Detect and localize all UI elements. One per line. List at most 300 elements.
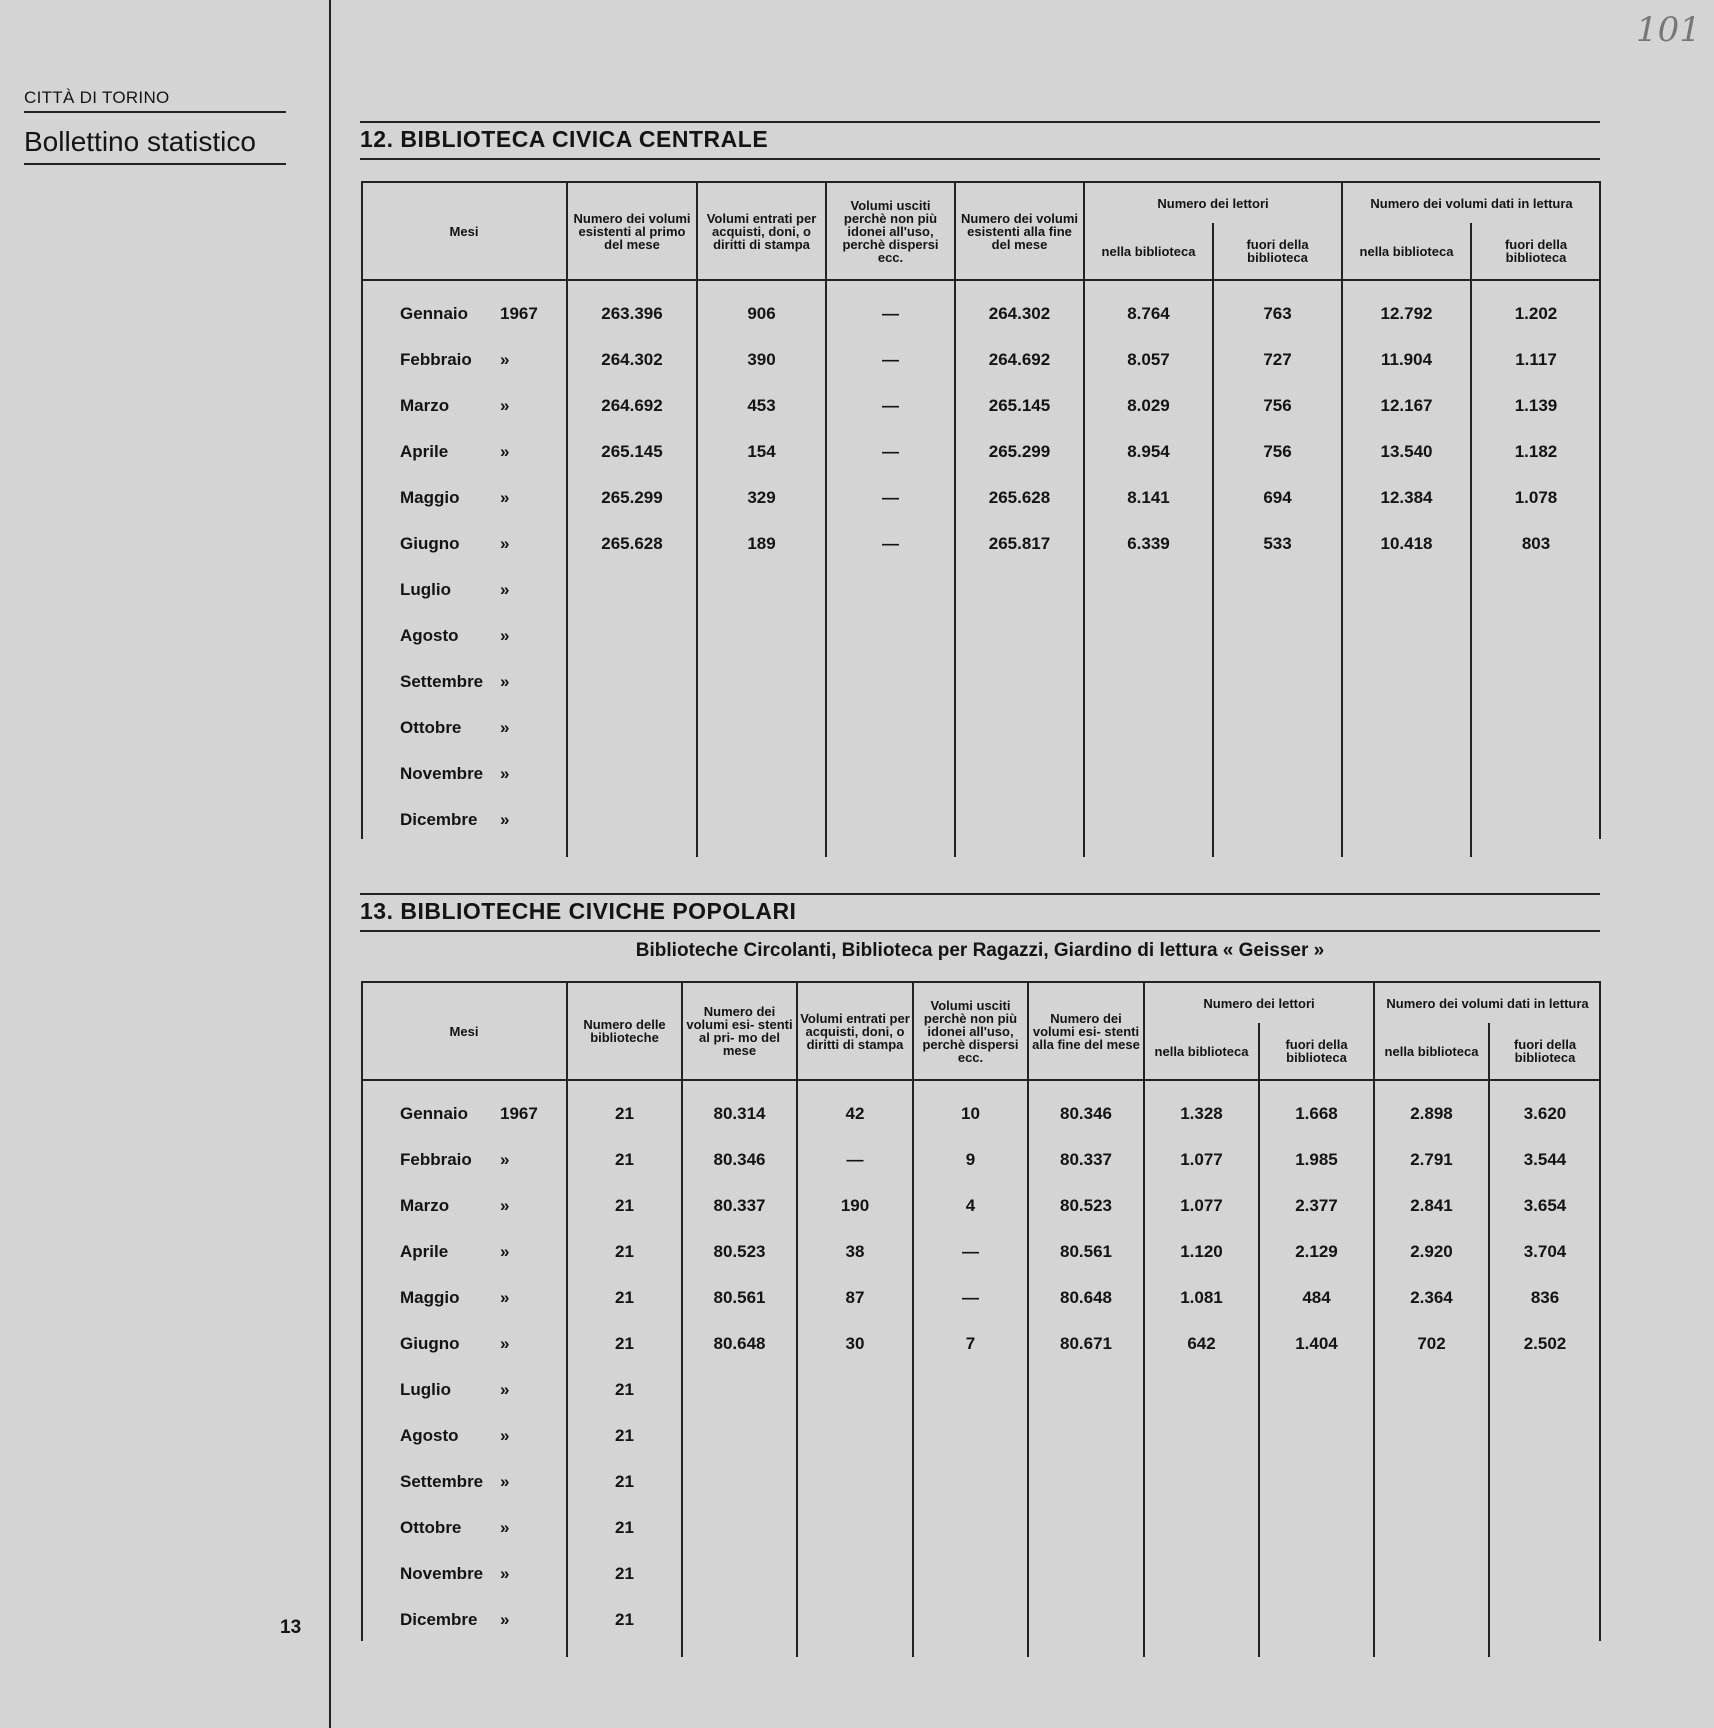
cell-entered: 190: [797, 1183, 913, 1229]
cell-readers-in: [1084, 797, 1213, 843]
month-label: Settembre: [400, 1472, 484, 1491]
month-cell: [362, 1597, 567, 1643]
cell-books-in: [1342, 797, 1471, 843]
cell-books-out: [1471, 613, 1600, 659]
cell-libraries: 21: [567, 1597, 682, 1643]
cell-start: 80.561: [682, 1275, 797, 1321]
cell-readers-in: [1084, 751, 1213, 797]
cell-entered: [697, 613, 826, 659]
month-label: Marzo: [400, 1196, 450, 1215]
cell-start: 264.302: [567, 337, 697, 383]
month-label: Febbraio: [400, 1150, 472, 1169]
month-label: Giugno: [400, 1334, 460, 1353]
section-12-title: 12. BIBLIOTECA CIVICA CENTRALE: [360, 126, 769, 152]
cell-removed: —: [826, 383, 955, 429]
cell-entered: [697, 751, 826, 797]
cell-libraries: 21: [567, 1091, 682, 1137]
cell-start: [567, 705, 697, 751]
cell-removed: [913, 1551, 1028, 1597]
cell-entered: 30: [797, 1321, 913, 1367]
cell-start: [682, 1367, 797, 1413]
cell-books-out: [1489, 1597, 1600, 1643]
cell-start: 80.337: [682, 1183, 797, 1229]
cell-entered: 38: [797, 1229, 913, 1275]
month-cell: [362, 337, 567, 383]
cell-end: [1028, 1367, 1144, 1413]
cell-books-in: 12.792: [1342, 291, 1471, 337]
month-cell: [362, 705, 567, 751]
cell-libraries: 21: [567, 1367, 682, 1413]
year-label: 1967: [500, 304, 538, 323]
divider: [360, 121, 1600, 123]
table-row: [362, 1597, 1600, 1643]
cell-removed: [826, 613, 955, 659]
cell-end: [955, 751, 1084, 797]
cell-books-in: [1342, 613, 1471, 659]
divider: [360, 930, 1600, 932]
cell-entered: [697, 705, 826, 751]
cell-entered: [797, 1459, 913, 1505]
header-existing-start: Numero dei volumi esi- stenti al pri- mo del mese: [682, 983, 797, 1080]
month-label: Novembre: [400, 764, 484, 783]
cell-readers-in: [1144, 1597, 1259, 1643]
cell-readers-in: 1.081: [1144, 1275, 1259, 1321]
month-cell: [362, 475, 567, 521]
month-cell: [362, 1091, 567, 1137]
cell-end: [1028, 1459, 1144, 1505]
table-row: [362, 659, 1600, 705]
cell-books-in: 13.540: [1342, 429, 1471, 475]
header-readers-out: fuori della biblioteca: [1213, 223, 1342, 280]
cell-readers-out: 756: [1213, 429, 1342, 475]
cell-readers-in: [1144, 1413, 1259, 1459]
month-cell: [362, 567, 567, 613]
cell-end: [1028, 1551, 1144, 1597]
cell-books-out: [1471, 797, 1600, 843]
cell-start: 80.648: [682, 1321, 797, 1367]
cell-libraries: 21: [567, 1551, 682, 1597]
cell-books-in: 10.418: [1342, 521, 1471, 567]
cell-books-out: 3.544: [1489, 1137, 1600, 1183]
cell-start: 265.299: [567, 475, 697, 521]
cell-removed: 9: [913, 1137, 1028, 1183]
city-name: CITTÀ DI TORINO: [24, 88, 170, 107]
cell-books-in: [1374, 1551, 1489, 1597]
cell-readers-in: [1084, 705, 1213, 751]
cell-readers-in: 8.954: [1084, 429, 1213, 475]
cell-entered: 154: [697, 429, 826, 475]
header-books-out: fuori della biblioteca: [1489, 1023, 1600, 1080]
cell-books-out: [1471, 705, 1600, 751]
year-label: »: [500, 1472, 510, 1491]
cell-books-out: 836: [1489, 1275, 1600, 1321]
month-label: Agosto: [400, 1426, 459, 1445]
year-label: »: [500, 488, 510, 507]
cell-books-out: 1.139: [1471, 383, 1600, 429]
table-row: [362, 291, 1600, 337]
cell-end: [955, 659, 1084, 705]
cell-readers-out: [1259, 1597, 1374, 1643]
cell-books-in: [1374, 1413, 1489, 1459]
header-removed: Volumi usciti perchè non più idonei all'uso, perchè dispersi ecc.: [826, 183, 955, 280]
cell-books-in: 2.841: [1374, 1183, 1489, 1229]
cell-readers-out: 727: [1213, 337, 1342, 383]
cell-end: [955, 613, 1084, 659]
month-cell: [362, 1137, 567, 1183]
month-label: Aprile: [400, 442, 449, 461]
cell-removed: —: [826, 475, 955, 521]
cell-end: [1028, 1505, 1144, 1551]
cell-readers-in: 6.339: [1084, 521, 1213, 567]
cell-end: 265.817: [955, 521, 1084, 567]
cell-end: 80.648: [1028, 1275, 1144, 1321]
cell-start: 80.523: [682, 1229, 797, 1275]
table-row: [362, 1321, 1600, 1367]
year-label: »: [500, 1196, 510, 1215]
table-row: [362, 1229, 1600, 1275]
cell-removed: —: [826, 337, 955, 383]
cell-start: [567, 751, 697, 797]
cell-libraries: 21: [567, 1321, 682, 1367]
month-cell: [362, 1367, 567, 1413]
header-existing-end: Numero dei volumi esistenti alla fine del mese: [955, 183, 1084, 280]
header-books-group: Numero dei volumi dati in lettura: [1374, 983, 1600, 1023]
header-libraries: Numero delle biblioteche: [567, 983, 682, 1080]
cell-libraries: 21: [567, 1183, 682, 1229]
cell-readers-out: 756: [1213, 383, 1342, 429]
cell-entered: [797, 1597, 913, 1643]
cell-readers-out: [1213, 659, 1342, 705]
cell-start: 264.692: [567, 383, 697, 429]
header-books-in: nella biblioteca: [1342, 223, 1471, 280]
cell-books-in: [1342, 659, 1471, 705]
cell-entered: [797, 1413, 913, 1459]
table-row: [362, 1091, 1600, 1137]
cell-start: 265.628: [567, 521, 697, 567]
cell-end: 80.337: [1028, 1137, 1144, 1183]
cell-start: [682, 1413, 797, 1459]
cell-readers-in: [1144, 1505, 1259, 1551]
cell-readers-in: 1.328: [1144, 1091, 1259, 1137]
cell-books-out: 1.117: [1471, 337, 1600, 383]
cell-entered: [797, 1367, 913, 1413]
cell-start: [567, 659, 697, 705]
cell-readers-out: [1213, 567, 1342, 613]
cell-books-out: 803: [1471, 521, 1600, 567]
table-row: [362, 337, 1600, 383]
cell-end: 265.299: [955, 429, 1084, 475]
table-row: [362, 475, 1600, 521]
cell-start: [682, 1459, 797, 1505]
cell-books-in: [1374, 1505, 1489, 1551]
section-13-subtitle: Biblioteche Circolanti, Biblioteca per Ragazzi, Giardino di lettura « Geisser »: [635, 940, 1325, 961]
cell-end: [955, 797, 1084, 843]
cell-readers-out: [1213, 613, 1342, 659]
month-label: Febbraio: [400, 350, 472, 369]
cell-books-out: 3.620: [1489, 1091, 1600, 1137]
cell-removed: —: [826, 429, 955, 475]
header-books-in: nella biblioteca: [1374, 1023, 1489, 1080]
cell-start: [682, 1505, 797, 1551]
cell-books-out: [1489, 1505, 1600, 1551]
month-label: Gennaio: [400, 1104, 469, 1123]
cell-removed: 4: [913, 1183, 1028, 1229]
cell-entered: —: [797, 1137, 913, 1183]
month-label: Agosto: [400, 626, 459, 645]
table-row: [362, 705, 1600, 751]
year-label: »: [500, 1564, 510, 1583]
cell-removed: —: [826, 291, 955, 337]
cell-books-out: [1489, 1367, 1600, 1413]
month-cell: [362, 751, 567, 797]
table-row: [362, 1137, 1600, 1183]
year-label: »: [500, 764, 510, 783]
header-readers-in: nella biblioteca: [1144, 1023, 1259, 1080]
cell-libraries: 21: [567, 1413, 682, 1459]
cell-readers-out: 484: [1259, 1275, 1374, 1321]
year-label: »: [500, 350, 510, 369]
cell-books-in: [1374, 1459, 1489, 1505]
cell-entered: 390: [697, 337, 826, 383]
header-readers-group: Numero dei lettori: [1084, 183, 1342, 223]
cell-end: 264.302: [955, 291, 1084, 337]
year-label: »: [500, 1518, 510, 1537]
cell-entered: [697, 567, 826, 613]
cell-readers-in: 8.764: [1084, 291, 1213, 337]
cell-removed: [826, 751, 955, 797]
month-label: Marzo: [400, 396, 450, 415]
month-cell: [362, 1229, 567, 1275]
cell-readers-out: [1259, 1459, 1374, 1505]
header-removed: Volumi usciti perchè non più idonei all'uso, perchè dispersi ecc.: [913, 983, 1028, 1080]
table-row: [362, 1183, 1600, 1229]
year-label: »: [500, 810, 510, 829]
cell-readers-out: [1213, 751, 1342, 797]
cell-books-out: 1.202: [1471, 291, 1600, 337]
month-cell: [362, 659, 567, 705]
cell-readers-in: [1144, 1459, 1259, 1505]
month-cell: [362, 613, 567, 659]
header-readers-out: fuori della biblioteca: [1259, 1023, 1374, 1080]
sidebar-divider: [329, 0, 331, 1728]
month-label: Giugno: [400, 534, 460, 553]
year-label: »: [500, 1288, 510, 1307]
cell-readers-in: [1144, 1367, 1259, 1413]
cell-readers-in: [1084, 567, 1213, 613]
cell-end: 80.346: [1028, 1091, 1144, 1137]
cell-entered: 906: [697, 291, 826, 337]
cell-libraries: 21: [567, 1505, 682, 1551]
cell-start: [682, 1551, 797, 1597]
year-label: »: [500, 718, 510, 737]
cell-removed: [826, 797, 955, 843]
cell-readers-in: [1084, 613, 1213, 659]
cell-readers-out: [1259, 1367, 1374, 1413]
month-label: Aprile: [400, 1242, 449, 1261]
month-label: Settembre: [400, 672, 484, 691]
month-cell: [362, 429, 567, 475]
header-entered: Volumi entrati per acquisti, doni, o diritti di stampa: [797, 983, 913, 1080]
year-label: »: [500, 580, 510, 599]
table-row: [362, 797, 1600, 843]
cell-entered: 189: [697, 521, 826, 567]
divider: [360, 893, 1600, 895]
cell-entered: 42: [797, 1091, 913, 1137]
cell-books-out: 3.654: [1489, 1183, 1600, 1229]
month-label: Maggio: [400, 488, 460, 507]
cell-readers-in: 8.057: [1084, 337, 1213, 383]
cell-books-in: [1342, 567, 1471, 613]
table-row: [362, 751, 1600, 797]
year-label: »: [500, 1426, 510, 1445]
cell-readers-out: 2.129: [1259, 1229, 1374, 1275]
cell-readers-in: 1.077: [1144, 1183, 1259, 1229]
cell-readers-out: 2.377: [1259, 1183, 1374, 1229]
month-label: Novembre: [400, 1564, 484, 1583]
table-row: [362, 567, 1600, 613]
cell-books-in: [1374, 1597, 1489, 1643]
header-existing-end: Numero dei volumi esi- stenti alla fine del mese: [1028, 983, 1144, 1080]
month-cell: [362, 521, 567, 567]
month-label: Dicembre: [400, 1610, 478, 1629]
table-12: [362, 183, 1600, 857]
year-label: »: [500, 1610, 510, 1629]
divider: [24, 111, 286, 113]
cell-entered: [797, 1551, 913, 1597]
cell-removed: —: [913, 1229, 1028, 1275]
divider: [24, 163, 286, 165]
cell-end: 265.628: [955, 475, 1084, 521]
header-mesi: Mesi: [362, 983, 567, 1080]
table-row: [362, 429, 1600, 475]
year-label: »: [500, 1334, 510, 1353]
table-row: [362, 1551, 1600, 1597]
cell-readers-out: 1.985: [1259, 1137, 1374, 1183]
table-row: [362, 383, 1600, 429]
year-label: »: [500, 1380, 510, 1399]
header-mesi: Mesi: [362, 183, 567, 280]
header-readers-in: nella biblioteca: [1084, 223, 1213, 280]
cell-books-in: [1342, 705, 1471, 751]
cell-books-in: [1342, 751, 1471, 797]
month-label: Dicembre: [400, 810, 478, 829]
cell-readers-in: 642: [1144, 1321, 1259, 1367]
header-entered: Volumi entrati per acquisti, doni, o diritti di stampa: [697, 183, 826, 280]
year-label: 1967: [500, 1104, 538, 1123]
cell-books-out: 3.704: [1489, 1229, 1600, 1275]
section-13-title: 13. BIBLIOTECHE CIVICHE POPOLARI: [360, 898, 797, 924]
cell-end: 265.145: [955, 383, 1084, 429]
cell-books-in: [1374, 1367, 1489, 1413]
table-row: [362, 613, 1600, 659]
cell-readers-in: 8.029: [1084, 383, 1213, 429]
cell-readers-out: 694: [1213, 475, 1342, 521]
year-label: »: [500, 672, 510, 691]
cell-libraries: 21: [567, 1459, 682, 1505]
cell-books-out: [1489, 1459, 1600, 1505]
month-cell: [362, 797, 567, 843]
cell-books-out: 1.182: [1471, 429, 1600, 475]
cell-removed: [826, 659, 955, 705]
cell-entered: 329: [697, 475, 826, 521]
cell-books-in: 2.898: [1374, 1091, 1489, 1137]
cell-books-out: 1.078: [1471, 475, 1600, 521]
cell-removed: [913, 1413, 1028, 1459]
year-label: »: [500, 1150, 510, 1169]
cell-start: [682, 1597, 797, 1643]
table-13: [362, 983, 1600, 1657]
cell-books-in: 12.384: [1342, 475, 1471, 521]
cell-end: [955, 567, 1084, 613]
cell-end: [1028, 1597, 1144, 1643]
cell-books-out: [1471, 567, 1600, 613]
cell-readers-in: [1144, 1551, 1259, 1597]
table-row: [362, 1459, 1600, 1505]
month-cell: [362, 291, 567, 337]
year-label: »: [500, 1242, 510, 1261]
month-label: Ottobre: [400, 718, 462, 737]
cell-removed: —: [913, 1275, 1028, 1321]
cell-readers-out: [1213, 705, 1342, 751]
cell-books-out: [1489, 1413, 1600, 1459]
month-cell: [362, 1413, 567, 1459]
cell-end: [1028, 1413, 1144, 1459]
cell-books-in: 2.791: [1374, 1137, 1489, 1183]
month-cell: [362, 1505, 567, 1551]
cell-books-in: 2.920: [1374, 1229, 1489, 1275]
month-cell: [362, 383, 567, 429]
table-row: [362, 1367, 1600, 1413]
month-cell: [362, 1183, 567, 1229]
page-number: 13: [280, 1617, 302, 1638]
month-cell: [362, 1275, 567, 1321]
cell-books-in: 12.167: [1342, 383, 1471, 429]
cell-end: [955, 705, 1084, 751]
cell-start: 80.346: [682, 1137, 797, 1183]
header-books-group: Numero dei volumi dati in lettura: [1342, 183, 1600, 223]
cell-entered: 87: [797, 1275, 913, 1321]
month-label: Ottobre: [400, 1518, 462, 1537]
table-row: [362, 1413, 1600, 1459]
cell-libraries: 21: [567, 1137, 682, 1183]
cell-books-out: [1471, 659, 1600, 705]
cell-end: 80.523: [1028, 1183, 1144, 1229]
cell-removed: [826, 705, 955, 751]
cell-books-out: 2.502: [1489, 1321, 1600, 1367]
cell-start: [567, 613, 697, 659]
year-label: »: [500, 534, 510, 553]
header-books-out: fuori della biblioteca: [1471, 223, 1600, 280]
cell-readers-out: 533: [1213, 521, 1342, 567]
cell-readers-in: 8.141: [1084, 475, 1213, 521]
bulletin-title: Bollettino statistico: [24, 126, 256, 157]
cell-readers-in: [1084, 659, 1213, 705]
cell-readers-in: 1.120: [1144, 1229, 1259, 1275]
cell-removed: [826, 567, 955, 613]
cell-end: 80.671: [1028, 1321, 1144, 1367]
cell-entered: [697, 659, 826, 705]
cell-libraries: 21: [567, 1275, 682, 1321]
month-label: Gennaio: [400, 304, 469, 323]
cell-removed: [913, 1597, 1028, 1643]
cell-readers-out: [1213, 797, 1342, 843]
cell-books-in: 11.904: [1342, 337, 1471, 383]
cell-readers-in: 1.077: [1144, 1137, 1259, 1183]
cell-start: 80.314: [682, 1091, 797, 1137]
cell-readers-out: [1259, 1413, 1374, 1459]
year-label: »: [500, 626, 510, 645]
table-row: [362, 1505, 1600, 1551]
